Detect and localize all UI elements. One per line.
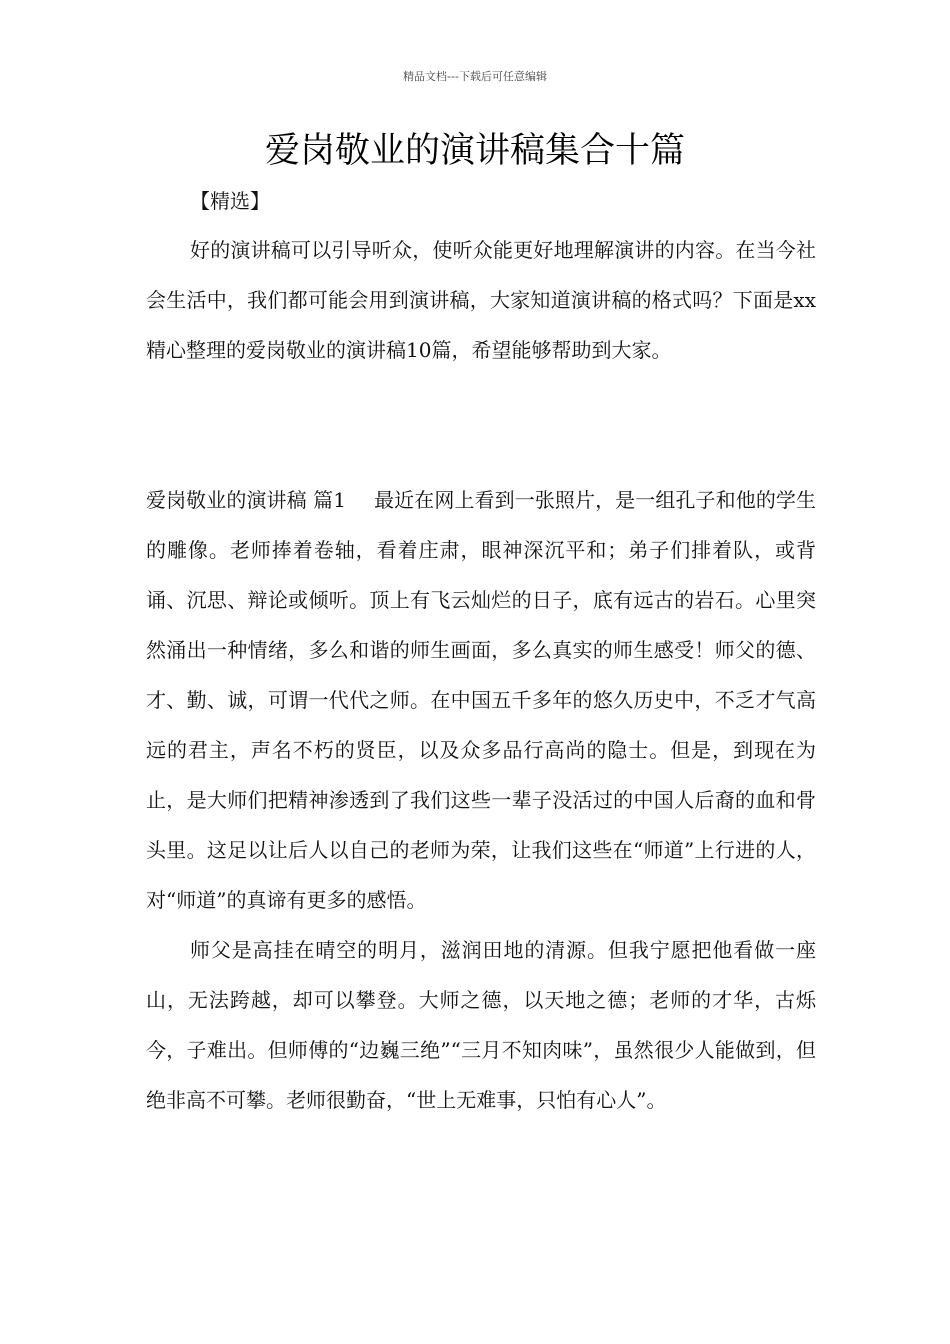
intro-block [146, 225, 816, 375]
section-1 [146, 475, 816, 1125]
page-header-note: 精品文档---下载后可任意编辑 [403, 70, 547, 83]
selected-tag: 【精选】 [190, 189, 270, 213]
section-1-heading: 爱岗敬业的演讲稿 篇1 [146, 488, 346, 512]
section-1-paragraph-1 [146, 475, 816, 925]
intro-paragraph: 好的演讲稿可以引导听众，使听众能更好地理解演讲的内容。在当今社会生活中，我们都可能会用到演讲稿，大家知道演讲稿的格式吗？下面是xx精心整理的爱岗敬业的演讲稿10篇，希望能够帮助到大家。 [146, 238, 816, 362]
document-title: 爱岗敬业的演讲稿集合十篇 [264, 131, 685, 171]
section-1-paragraph-2: 师父是高挂在晴空的明月，滋润田地的清源。但我宁愿把他看做一座山，无法跨越，却可以攀登。大师之德，以天地之德；老师的才华，古烁今，子难出。但师傅的“边巍三绝”“三月不知肉味”，虽然很少人能做到，但绝非高不可攀。老师很勤奋，“世上无难事，只怕有心人”。 [146, 938, 816, 1112]
section-1-paragraph-1-text: 最近在网上看到一张照片，是一组孔子和他的学生的雕像。老师捧着卷轴，看着庄肃，眼神深沉平和；弟子们排着队，或背诵、沉思、辩论或倾听。顶上有飞云灿烂的日子，底有远古的岩石。心里突然涌出一种情绪，多么和谐的师生画面，多么真实的师生感受！师父的德、才、勤、诚，可谓一代代之师。在中国五千多年的悠久历史中，不乏才气高远的君主，声名不朽的贤臣，以及众多品行高尚的隐士。但是，到现在为止，是大师们把精神渗透到了我们这些一辈子没活过的中国人后裔的血和骨头里。这足以让后人以自己的老师为荣，让我们这些在“师道”上行进的人，对“师道”的真谛有更多的感悟。 [146, 488, 816, 912]
